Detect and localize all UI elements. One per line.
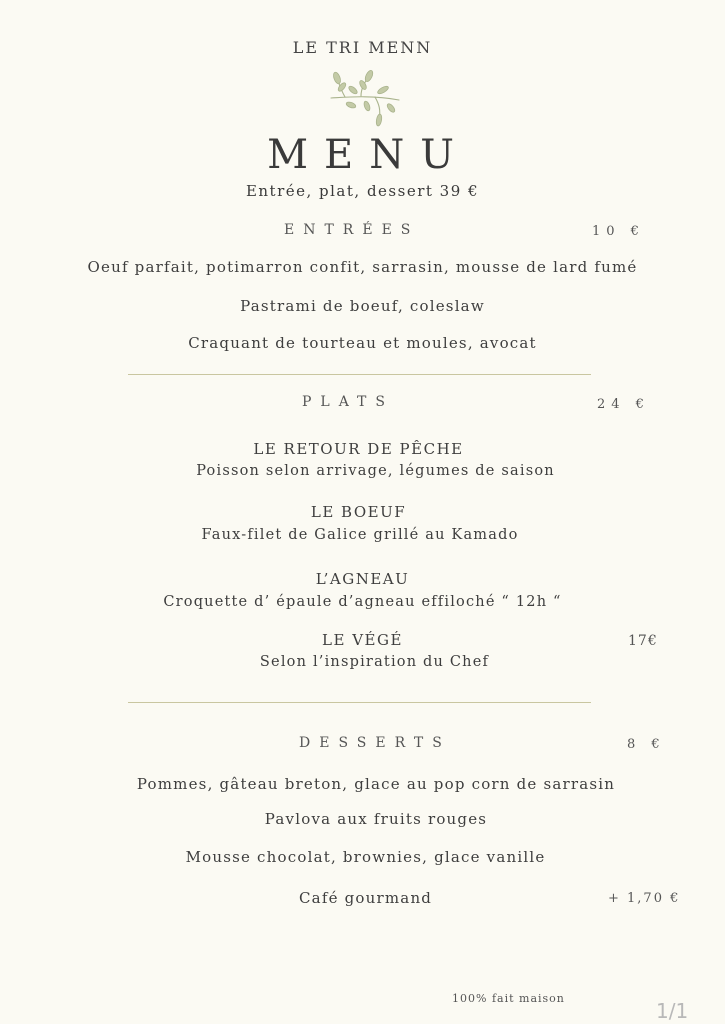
dish-name: LE RETOUR DE PÊCHE	[253, 440, 464, 458]
dish-description: Faux-filet de Galice grillé au Kamado	[201, 527, 519, 543]
list-item: Mousse chocolat, brownies, glace vanille	[185, 848, 546, 866]
section-heading-plats: PLATS	[302, 394, 394, 410]
dish-description: Croquette d’ épaule d’agneau effiloché “ 12h “	[163, 594, 562, 610]
menu-title: MENU	[267, 132, 470, 178]
restaurant-name: LE TRI MENN	[292, 38, 433, 57]
page-number: 1/1	[656, 999, 689, 1023]
entrees-price: 10 €	[592, 224, 645, 239]
divider	[128, 374, 591, 375]
list-item: Pastrami de boeuf, coleslaw	[240, 297, 485, 315]
cafe-gourmand: Café gourmand	[299, 889, 433, 907]
section-heading-desserts: DESSERTS	[299, 735, 451, 751]
dish-name: LE BOEUF	[310, 503, 407, 521]
list-item: Pommes, gâteau breton, glace au pop corn de sarrasin	[136, 775, 616, 793]
section-heading-entrees: ENTRÉES	[284, 222, 420, 238]
desserts-price: 8 €	[627, 737, 666, 752]
footer-note: 100% fait maison	[452, 992, 565, 1005]
formula-price: Entrée, plat, dessert 39 €	[245, 182, 480, 200]
dish-description: Poisson selon arrivage, légumes de saison	[196, 463, 555, 479]
cafe-gourmand-price: + 1,70 €	[608, 891, 681, 906]
dish-name: L’AGNEAU	[315, 570, 410, 588]
plats-price: 24 €	[597, 397, 650, 412]
divider	[128, 702, 591, 703]
list-item: Oeuf parfait, potimarron confit, sarrasin, mousse de lard fumé	[87, 258, 638, 276]
list-item: Craquant de tourteau et moules, avocat	[188, 334, 537, 352]
dish-description: Selon l’inspiration du Chef	[259, 654, 490, 670]
vege-price: 17€	[628, 633, 658, 649]
dish-name: LE VÉGÉ	[322, 631, 403, 649]
olive-branch-icon	[327, 70, 403, 128]
list-item: Pavlova aux fruits rouges	[264, 810, 488, 828]
